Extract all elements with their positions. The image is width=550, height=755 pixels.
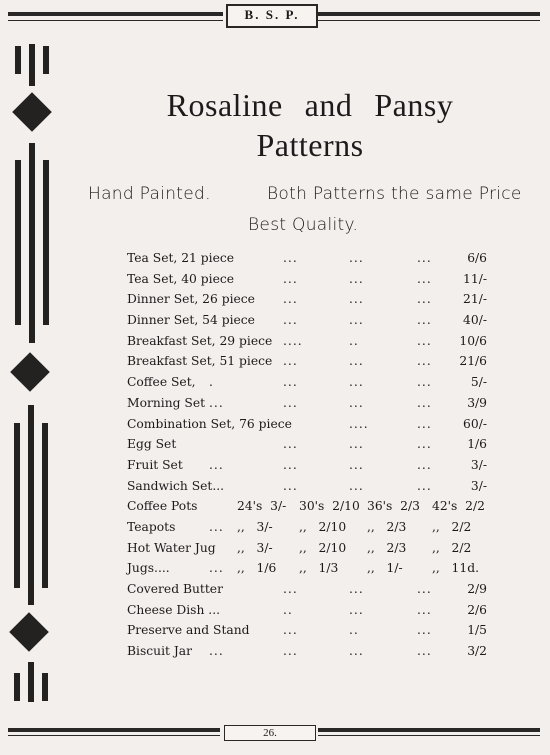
leader-dots: ...: [349, 251, 364, 265]
size-price: ,, 1/6: [237, 561, 277, 576]
leader-dots: .: [209, 375, 214, 390]
item-price: 2/6: [467, 602, 487, 617]
item-name: Combination Set, 76 piece: [127, 416, 292, 431]
leader-dots: ...: [283, 375, 298, 390]
leader-dots: ...: [349, 644, 364, 659]
leader-dots: ...: [283, 478, 298, 493]
top-rule-right-thin: [318, 20, 540, 21]
ornament-bar: [15, 160, 21, 325]
list-item: [127, 393, 487, 414]
leader-dots: ...: [349, 271, 364, 286]
leader-dots: ...: [209, 644, 224, 659]
item-price: 21/-: [463, 292, 487, 307]
leader-dots: ...: [417, 478, 432, 493]
item-name: Breakfast Set, 51 piece: [127, 354, 273, 369]
leader-dots: ...: [417, 375, 432, 390]
list-item: [127, 269, 487, 290]
list-item: [127, 620, 487, 641]
leader-dots: ..: [283, 602, 293, 617]
ornament-diamond: [10, 352, 50, 392]
leader-dots: ...: [417, 457, 432, 472]
item-price: 10/6: [459, 333, 487, 348]
bottom-rule-right: [318, 728, 540, 732]
size-price: 30's 2/10: [299, 499, 360, 514]
bottom-rule-right-thin: [318, 735, 540, 736]
ornament-bar: [43, 46, 49, 74]
item-name: Sandwich Set...: [127, 478, 225, 493]
ornament-bar: [42, 423, 48, 588]
item-name: Tea Set, 40 piece: [127, 271, 235, 286]
list-item: [127, 248, 487, 269]
list-item: [127, 434, 487, 455]
leader-dots: ...: [283, 292, 298, 307]
list-item: [127, 331, 487, 352]
list-item: [127, 310, 487, 331]
list-item: [127, 414, 487, 435]
item-price: 3/-: [470, 478, 487, 493]
item-name: Coffee Set,: [127, 375, 196, 390]
leader-dots: ...: [283, 582, 298, 596]
list-item: [127, 641, 487, 662]
leader-dots: ...: [417, 416, 432, 431]
size-price: ,, 2/10: [299, 540, 347, 555]
ornament-bar: [28, 405, 34, 605]
list-item: [127, 496, 487, 517]
item-price: 3/-: [470, 457, 487, 472]
item-name: Dinner Set, 26 piece: [127, 292, 255, 307]
item-price: 1/6: [467, 437, 487, 452]
leader-dots: ...: [417, 313, 432, 328]
leader-dots: ..: [349, 623, 359, 638]
page-title-line-2: Patterns: [256, 127, 364, 163]
leader-dots: ...: [283, 395, 298, 410]
leader-dots: ...: [417, 333, 432, 348]
size-price: 24's 3/-: [237, 499, 287, 514]
leader-dots: ...: [283, 271, 298, 286]
item-name: Preserve and Stand: [127, 623, 250, 638]
top-rule-right: [318, 12, 540, 16]
leader-dots: ...: [417, 644, 432, 659]
item-name: Dinner Set, 54 piece: [127, 313, 255, 328]
leader-dots: ...: [283, 644, 298, 659]
ornament-bar: [28, 662, 34, 702]
leader-dots: ...: [417, 271, 432, 286]
list-item: [127, 289, 487, 310]
item-name: Teapots: [127, 519, 176, 534]
ornament-bar: [15, 46, 21, 74]
leader-dots: ...: [349, 292, 364, 307]
leader-dots: ...: [283, 623, 298, 638]
item-name: Hot Water Jug: [127, 540, 216, 555]
leader-dots: ...: [349, 457, 364, 472]
list-item: [127, 517, 487, 538]
top-rule-left-thin: [8, 20, 223, 21]
ornament-diamond: [12, 92, 52, 132]
leader-dots: ...: [417, 354, 432, 369]
list-item: [127, 579, 487, 600]
item-price: 21/6: [459, 354, 487, 369]
item-price: 1/5: [467, 623, 487, 638]
item-price: 11/-: [463, 271, 487, 286]
item-name: Covered Butter: [127, 582, 223, 596]
leader-dots: ...: [349, 375, 364, 390]
title-word: and: [304, 87, 353, 123]
leader-dots: ...: [283, 354, 298, 369]
list-item: [127, 600, 487, 621]
ornament-bar: [29, 44, 35, 86]
item-name: Tea Set, 21 piece: [127, 251, 235, 265]
leader-dots: ...: [417, 395, 432, 410]
list-item: [127, 476, 487, 497]
size-price: ,, 3/-: [237, 540, 273, 555]
subtitle-hand-painted: Hand Painted.: [88, 184, 211, 204]
size-price: ,, 3/-: [237, 519, 273, 534]
ornament-bar: [14, 673, 20, 701]
title-word: Pansy: [374, 87, 454, 123]
leader-dots: ...: [417, 437, 432, 452]
leader-dots: ...: [417, 292, 432, 307]
leader-dots: ...: [349, 582, 364, 596]
leader-dots: ..: [349, 333, 359, 348]
leader-dots: ...: [417, 602, 432, 617]
page-title-line-1: [110, 86, 510, 124]
leader-dots: ....: [283, 333, 303, 348]
size-price: ,, 2/3: [367, 519, 407, 534]
item-price: 60/-: [463, 416, 487, 431]
size-price: 42's 2/2: [432, 499, 485, 514]
leader-dots: ....: [349, 416, 369, 431]
item-name: Fruit Set: [127, 457, 183, 472]
item-name: Breakfast Set, 29 piece: [127, 333, 273, 348]
leader-dots: ...: [283, 457, 298, 472]
price-list: [127, 248, 487, 662]
list-item: [127, 372, 487, 393]
ornament-bar: [14, 423, 20, 588]
list-item: [127, 351, 487, 372]
leader-dots: ...: [417, 623, 432, 638]
subtitle-best-quality: Best Quality.: [248, 215, 359, 235]
leader-dots: ...: [283, 313, 298, 328]
leader-dots: ...: [349, 602, 364, 617]
leader-dots: ...: [209, 457, 224, 472]
item-price: 6/6: [467, 251, 487, 265]
size-price: ,, 11d.: [432, 561, 479, 576]
item-name: Biscuit Jar: [127, 644, 193, 659]
leader-dots: ...: [283, 251, 298, 265]
leader-dots: ...: [417, 582, 432, 596]
item-price: 3/9: [467, 395, 487, 410]
leader-dots: ...: [209, 395, 224, 410]
leader-dots: ...: [349, 313, 364, 328]
item-name: Egg Set: [127, 437, 177, 452]
leader-dots: ...: [349, 395, 364, 410]
title-word: Rosaline: [166, 87, 283, 123]
leader-dots: ...: [417, 251, 432, 265]
leader-dots: ...: [349, 478, 364, 493]
item-price: 5/-: [470, 375, 487, 390]
item-name: Coffee Pots: [127, 499, 198, 514]
page-number: 26.: [224, 725, 316, 741]
size-price: ,, 1/3: [299, 561, 339, 576]
item-price: 3/2: [467, 644, 487, 659]
ornament-bar: [29, 143, 35, 343]
item-name: Jugs....: [127, 561, 170, 576]
list-item: [127, 538, 487, 559]
size-price: ,, 2/10: [299, 519, 347, 534]
item-name: Morning Set: [127, 395, 206, 410]
leader-dots: ...: [209, 561, 224, 576]
header-badge: B. S. P.: [226, 4, 318, 28]
bottom-rule-left: [8, 728, 220, 732]
size-price: 36's 2/3: [367, 499, 420, 514]
item-name: Cheese Dish ...: [127, 602, 221, 617]
ornament-bar: [43, 160, 49, 325]
item-price: 40/-: [463, 313, 487, 328]
leader-dots: ...: [349, 437, 364, 452]
list-item: [127, 455, 487, 476]
ornament-diamond: [9, 612, 49, 652]
top-rule-left: [8, 12, 223, 16]
subtitle-same-price: Both Patterns the same Price: [267, 184, 522, 204]
size-price: ,, 2/2: [432, 540, 472, 555]
size-price: ,, 2/2: [432, 519, 472, 534]
leader-dots: ...: [349, 354, 364, 369]
list-item: [127, 558, 487, 579]
item-price: 2/9: [467, 582, 487, 596]
leader-dots: ...: [283, 437, 298, 452]
size-price: ,, 2/3: [367, 540, 407, 555]
ornament-bar: [42, 673, 48, 701]
bottom-rule-left-thin: [8, 735, 220, 736]
size-price: ,, 1/-: [367, 561, 403, 576]
leader-dots: ...: [209, 519, 224, 534]
